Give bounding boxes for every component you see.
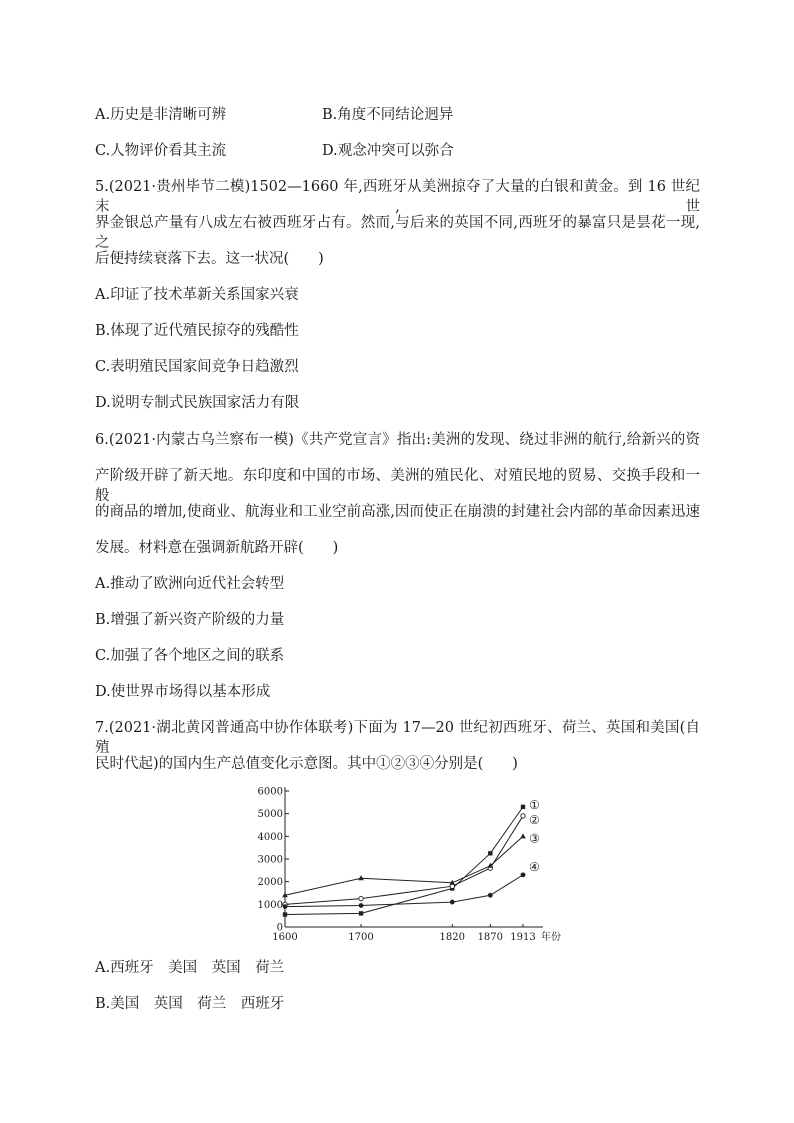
series-line xyxy=(285,836,523,895)
x-tick-label: 1600 xyxy=(272,932,298,943)
q5-stem-line-3: 后便持续衰落下去。这一状况( ) xyxy=(95,251,324,267)
x-tick-label: 1913 xyxy=(510,932,536,943)
y-tick-label: 1000 xyxy=(257,899,283,911)
x-axis-unit-label: 年份 xyxy=(541,932,561,943)
q4-option-a: A.历史是非清晰可辨 xyxy=(95,107,227,123)
series-line xyxy=(285,807,523,915)
q4-option-b: B.角度不同结论迥异 xyxy=(322,107,454,123)
q5-stem-line-1: 5.(2021·贵州毕节二模)1502—1660 年,西班牙从美洲掠夺了大量的白银和黄金。到 16 世纪末,世 xyxy=(95,179,700,215)
q5-option-d: D.说明专制式民族国家活力有限 xyxy=(95,395,300,411)
q7-stem-line-2: 民时代起)的国内生产总值变化示意图。其中①②③④分别是( ) xyxy=(95,756,518,772)
y-tick-label: 3000 xyxy=(257,854,283,866)
data-point-square xyxy=(488,851,492,855)
y-tick-label: 2000 xyxy=(257,877,283,889)
q6-stem-line-1: 6.(2021·内蒙古乌兰察布一模)《共产党宣言》指出:美洲的发现、绕过非洲的航行,给新兴的资 xyxy=(95,432,700,448)
x-tick-label: 1700 xyxy=(348,932,374,943)
data-point-square xyxy=(283,912,287,916)
data-point-open-circle xyxy=(359,896,363,900)
q4-option-d: D.观念冲突可以弥合 xyxy=(322,143,454,159)
data-point-open-circle xyxy=(521,814,525,818)
data-point-triangle xyxy=(520,833,526,838)
data-point-triangle xyxy=(358,875,364,880)
y-tick-label: 0 xyxy=(276,922,283,934)
q7-option-a: A.西班牙 美国 英国 荷兰 xyxy=(95,960,285,976)
q6-option-a: A.推动了欧洲向近代社会转型 xyxy=(95,576,285,592)
series-label: ③ xyxy=(529,831,540,846)
q7-option-b: B.美国 英国 荷兰 西班牙 xyxy=(95,996,285,1012)
data-point-filled-circle xyxy=(521,872,526,877)
q6-stem-line-3: 的商品的增加,使商业、航海业和工业空前高涨,因而使正在崩溃的封建社会内部的革命因素迅速 xyxy=(95,504,700,520)
series-label: ② xyxy=(529,812,540,827)
data-point-square xyxy=(359,911,363,915)
series-label: ① xyxy=(529,797,540,812)
q6-option-c: C.加强了各个地区之间的联系 xyxy=(95,648,285,664)
data-point-square xyxy=(521,805,525,809)
y-tick-label: 6000 xyxy=(257,786,283,798)
q5-option-b: B.体现了近代殖民掠夺的残酷性 xyxy=(95,323,299,339)
q5-option-a: A.印证了技术革新关系国家兴衰 xyxy=(95,287,299,303)
x-tick-label: 1870 xyxy=(477,932,504,943)
data-point-filled-circle xyxy=(283,904,288,909)
series-label: ④ xyxy=(529,859,540,874)
data-point-filled-circle xyxy=(450,900,455,905)
q6-stem-line-4: 发展。材料意在强调新航路开辟( ) xyxy=(95,540,339,556)
q6-option-d: D.使世界市场得以基本形成 xyxy=(95,684,271,700)
gdp-line-chart xyxy=(257,785,561,945)
q7-stem-line-1: 7.(2021·湖北黄冈普通高中协作体联考)下面为 17—20 世纪初西班牙、荷兰、英国和美国(自殖 xyxy=(95,720,700,756)
data-point-filled-circle xyxy=(488,893,493,898)
series-line xyxy=(285,816,523,904)
data-point-filled-circle xyxy=(359,903,364,908)
q6-option-b: B.增强了新兴资产阶级的力量 xyxy=(95,612,285,628)
q4-option-c: C.人物评价看其主流 xyxy=(95,143,227,159)
x-tick-label: 1820 xyxy=(439,932,466,943)
q5-option-c: C.表明殖民国家间竞争日趋激烈 xyxy=(95,359,299,375)
q6-stem-line-2: 产阶级开辟了新天地。东印度和中国的市场、美洲的殖民化、对殖民地的贸易、交换手段和一般 xyxy=(95,468,700,504)
y-tick-label: 4000 xyxy=(257,831,283,843)
q5-stem-line-2: 界金银总产量有八成左右被西班牙占有。然而,与后来的英国不同,西班牙的暴富只是昙花一现,之 xyxy=(95,215,700,251)
y-tick-label: 5000 xyxy=(257,809,283,821)
